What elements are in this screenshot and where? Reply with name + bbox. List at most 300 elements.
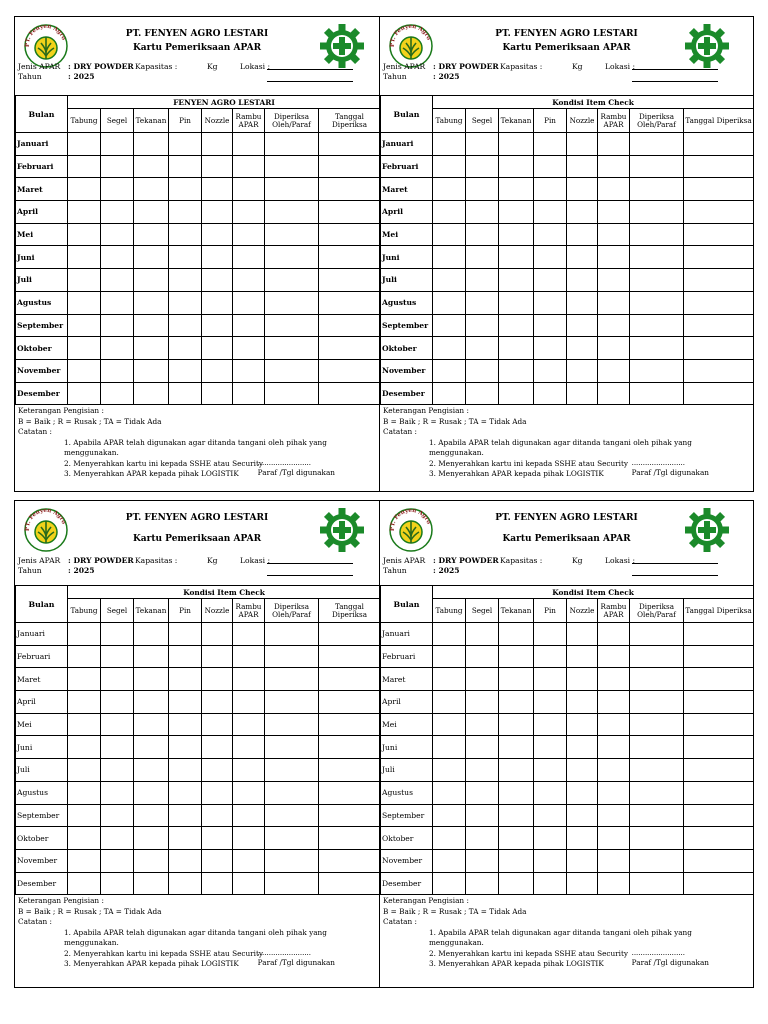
check-cell[interactable] bbox=[567, 736, 598, 759]
check-cell[interactable] bbox=[202, 314, 233, 337]
check-cell[interactable] bbox=[169, 223, 202, 246]
check-cell[interactable] bbox=[630, 736, 684, 759]
check-cell[interactable] bbox=[534, 691, 567, 714]
check-cell[interactable] bbox=[598, 155, 630, 178]
check-cell[interactable] bbox=[567, 623, 598, 646]
check-cell[interactable] bbox=[684, 359, 754, 382]
check-cell[interactable] bbox=[134, 645, 169, 668]
check-cell[interactable] bbox=[134, 269, 169, 292]
check-cell[interactable] bbox=[534, 201, 567, 224]
check-cell[interactable] bbox=[534, 623, 567, 646]
check-cell[interactable] bbox=[567, 133, 598, 156]
check-cell[interactable] bbox=[567, 668, 598, 691]
check-cell[interactable] bbox=[169, 382, 202, 405]
check-cell[interactable] bbox=[433, 223, 466, 246]
check-cell[interactable] bbox=[134, 223, 169, 246]
check-cell[interactable] bbox=[534, 246, 567, 269]
check-cell[interactable] bbox=[630, 178, 684, 201]
check-cell[interactable] bbox=[433, 668, 466, 691]
check-cell[interactable] bbox=[598, 246, 630, 269]
check-cell[interactable] bbox=[630, 691, 684, 714]
check-cell[interactable] bbox=[319, 736, 381, 759]
check-cell[interactable] bbox=[265, 337, 319, 360]
check-cell[interactable] bbox=[319, 645, 381, 668]
check-cell[interactable] bbox=[101, 827, 134, 850]
check-cell[interactable] bbox=[233, 314, 265, 337]
check-cell[interactable] bbox=[684, 713, 754, 736]
check-cell[interactable] bbox=[319, 668, 381, 691]
check-cell[interactable] bbox=[265, 359, 319, 382]
check-cell[interactable] bbox=[684, 849, 754, 872]
check-cell[interactable] bbox=[567, 246, 598, 269]
check-cell[interactable] bbox=[684, 668, 754, 691]
check-cell[interactable] bbox=[202, 623, 233, 646]
check-cell[interactable] bbox=[433, 759, 466, 782]
check-cell[interactable] bbox=[233, 713, 265, 736]
check-cell[interactable] bbox=[534, 133, 567, 156]
check-cell[interactable] bbox=[101, 201, 134, 224]
check-cell[interactable] bbox=[134, 827, 169, 850]
check-cell[interactable] bbox=[499, 736, 534, 759]
check-cell[interactable] bbox=[433, 781, 466, 804]
check-cell[interactable] bbox=[534, 713, 567, 736]
check-cell[interactable] bbox=[101, 133, 134, 156]
check-cell[interactable] bbox=[202, 713, 233, 736]
check-cell[interactable] bbox=[134, 178, 169, 201]
check-cell[interactable] bbox=[101, 223, 134, 246]
check-cell[interactable] bbox=[68, 178, 101, 201]
lokasi-field[interactable] bbox=[632, 556, 718, 564]
check-cell[interactable] bbox=[433, 849, 466, 872]
check-cell[interactable] bbox=[169, 849, 202, 872]
check-cell[interactable] bbox=[598, 359, 630, 382]
check-cell[interactable] bbox=[630, 382, 684, 405]
check-cell[interactable] bbox=[265, 201, 319, 224]
check-cell[interactable] bbox=[169, 155, 202, 178]
check-cell[interactable] bbox=[630, 359, 684, 382]
check-cell[interactable] bbox=[630, 713, 684, 736]
check-cell[interactable] bbox=[598, 269, 630, 292]
check-cell[interactable] bbox=[265, 382, 319, 405]
check-cell[interactable] bbox=[466, 201, 499, 224]
check-cell[interactable] bbox=[101, 623, 134, 646]
check-cell[interactable] bbox=[202, 781, 233, 804]
check-cell[interactable] bbox=[433, 623, 466, 646]
check-cell[interactable] bbox=[134, 691, 169, 714]
check-cell[interactable] bbox=[101, 849, 134, 872]
check-cell[interactable] bbox=[169, 713, 202, 736]
check-cell[interactable] bbox=[433, 269, 466, 292]
check-cell[interactable] bbox=[233, 759, 265, 782]
check-cell[interactable] bbox=[169, 133, 202, 156]
check-cell[interactable] bbox=[169, 623, 202, 646]
check-cell[interactable] bbox=[567, 269, 598, 292]
check-cell[interactable] bbox=[101, 359, 134, 382]
check-cell[interactable] bbox=[68, 872, 101, 895]
check-cell[interactable] bbox=[466, 337, 499, 360]
check-cell[interactable] bbox=[265, 759, 319, 782]
check-cell[interactable] bbox=[466, 668, 499, 691]
check-cell[interactable] bbox=[684, 827, 754, 850]
check-cell[interactable] bbox=[68, 314, 101, 337]
check-cell[interactable] bbox=[169, 645, 202, 668]
check-cell[interactable] bbox=[169, 691, 202, 714]
check-cell[interactable] bbox=[134, 759, 169, 782]
check-cell[interactable] bbox=[598, 201, 630, 224]
check-cell[interactable] bbox=[319, 691, 381, 714]
check-cell[interactable] bbox=[684, 337, 754, 360]
check-cell[interactable] bbox=[319, 133, 381, 156]
check-cell[interactable] bbox=[202, 827, 233, 850]
check-cell[interactable] bbox=[499, 781, 534, 804]
lokasi-field[interactable] bbox=[267, 556, 353, 564]
check-cell[interactable] bbox=[567, 713, 598, 736]
check-cell[interactable] bbox=[319, 827, 381, 850]
check-cell[interactable] bbox=[567, 291, 598, 314]
check-cell[interactable] bbox=[233, 736, 265, 759]
check-cell[interactable] bbox=[598, 781, 630, 804]
check-cell[interactable] bbox=[684, 382, 754, 405]
check-cell[interactable] bbox=[233, 849, 265, 872]
check-cell[interactable] bbox=[466, 133, 499, 156]
check-cell[interactable] bbox=[319, 337, 381, 360]
check-cell[interactable] bbox=[598, 133, 630, 156]
check-cell[interactable] bbox=[534, 359, 567, 382]
check-cell[interactable] bbox=[499, 668, 534, 691]
check-cell[interactable] bbox=[433, 736, 466, 759]
check-cell[interactable] bbox=[567, 645, 598, 668]
check-cell[interactable] bbox=[466, 849, 499, 872]
check-cell[interactable] bbox=[433, 645, 466, 668]
check-cell[interactable] bbox=[466, 359, 499, 382]
check-cell[interactable] bbox=[319, 246, 381, 269]
check-cell[interactable] bbox=[169, 269, 202, 292]
check-cell[interactable] bbox=[433, 133, 466, 156]
check-cell[interactable] bbox=[265, 691, 319, 714]
check-cell[interactable] bbox=[499, 269, 534, 292]
check-cell[interactable] bbox=[202, 291, 233, 314]
check-cell[interactable] bbox=[466, 736, 499, 759]
check-cell[interactable] bbox=[233, 623, 265, 646]
check-cell[interactable] bbox=[169, 804, 202, 827]
check-cell[interactable] bbox=[101, 781, 134, 804]
check-cell[interactable] bbox=[134, 337, 169, 360]
check-cell[interactable] bbox=[433, 201, 466, 224]
check-cell[interactable] bbox=[499, 759, 534, 782]
check-cell[interactable] bbox=[202, 359, 233, 382]
check-cell[interactable] bbox=[466, 804, 499, 827]
check-cell[interactable] bbox=[101, 246, 134, 269]
check-cell[interactable] bbox=[598, 314, 630, 337]
check-cell[interactable] bbox=[265, 178, 319, 201]
check-cell[interactable] bbox=[684, 133, 754, 156]
check-cell[interactable] bbox=[101, 314, 134, 337]
check-cell[interactable] bbox=[534, 269, 567, 292]
check-cell[interactable] bbox=[433, 382, 466, 405]
check-cell[interactable] bbox=[68, 736, 101, 759]
check-cell[interactable] bbox=[466, 781, 499, 804]
check-cell[interactable] bbox=[567, 872, 598, 895]
check-cell[interactable] bbox=[169, 178, 202, 201]
check-cell[interactable] bbox=[630, 827, 684, 850]
check-cell[interactable] bbox=[134, 246, 169, 269]
check-cell[interactable] bbox=[499, 201, 534, 224]
check-cell[interactable] bbox=[684, 201, 754, 224]
check-cell[interactable] bbox=[265, 623, 319, 646]
check-cell[interactable] bbox=[68, 291, 101, 314]
check-cell[interactable] bbox=[534, 337, 567, 360]
check-cell[interactable] bbox=[630, 781, 684, 804]
check-cell[interactable] bbox=[134, 623, 169, 646]
check-cell[interactable] bbox=[202, 155, 233, 178]
check-cell[interactable] bbox=[233, 668, 265, 691]
check-cell[interactable] bbox=[68, 201, 101, 224]
check-cell[interactable] bbox=[101, 691, 134, 714]
check-cell[interactable] bbox=[598, 178, 630, 201]
check-cell[interactable] bbox=[598, 713, 630, 736]
check-cell[interactable] bbox=[134, 359, 169, 382]
check-cell[interactable] bbox=[534, 736, 567, 759]
check-cell[interactable] bbox=[684, 269, 754, 292]
check-cell[interactable] bbox=[202, 201, 233, 224]
check-cell[interactable] bbox=[534, 668, 567, 691]
check-cell[interactable] bbox=[567, 337, 598, 360]
check-cell[interactable] bbox=[319, 804, 381, 827]
check-cell[interactable] bbox=[499, 691, 534, 714]
check-cell[interactable] bbox=[169, 736, 202, 759]
check-cell[interactable] bbox=[134, 314, 169, 337]
check-cell[interactable] bbox=[319, 291, 381, 314]
check-cell[interactable] bbox=[319, 781, 381, 804]
check-cell[interactable] bbox=[630, 804, 684, 827]
check-cell[interactable] bbox=[630, 623, 684, 646]
check-cell[interactable] bbox=[68, 713, 101, 736]
check-cell[interactable] bbox=[265, 849, 319, 872]
check-cell[interactable] bbox=[169, 314, 202, 337]
check-cell[interactable] bbox=[68, 849, 101, 872]
check-cell[interactable] bbox=[684, 804, 754, 827]
check-cell[interactable] bbox=[466, 623, 499, 646]
check-cell[interactable] bbox=[630, 155, 684, 178]
check-cell[interactable] bbox=[499, 223, 534, 246]
check-cell[interactable] bbox=[265, 291, 319, 314]
check-cell[interactable] bbox=[202, 223, 233, 246]
check-cell[interactable] bbox=[630, 269, 684, 292]
check-cell[interactable] bbox=[598, 337, 630, 360]
check-cell[interactable] bbox=[466, 178, 499, 201]
check-cell[interactable] bbox=[598, 849, 630, 872]
check-cell[interactable] bbox=[630, 314, 684, 337]
check-cell[interactable] bbox=[68, 223, 101, 246]
check-cell[interactable] bbox=[499, 337, 534, 360]
check-cell[interactable] bbox=[433, 291, 466, 314]
check-cell[interactable] bbox=[134, 781, 169, 804]
check-cell[interactable] bbox=[684, 314, 754, 337]
check-cell[interactable] bbox=[68, 668, 101, 691]
check-cell[interactable] bbox=[567, 223, 598, 246]
check-cell[interactable] bbox=[466, 291, 499, 314]
check-cell[interactable] bbox=[101, 736, 134, 759]
check-cell[interactable] bbox=[202, 382, 233, 405]
check-cell[interactable] bbox=[598, 623, 630, 646]
check-cell[interactable] bbox=[202, 645, 233, 668]
check-cell[interactable] bbox=[134, 291, 169, 314]
check-cell[interactable] bbox=[265, 246, 319, 269]
check-cell[interactable] bbox=[684, 223, 754, 246]
check-cell[interactable] bbox=[598, 645, 630, 668]
check-cell[interactable] bbox=[630, 337, 684, 360]
check-cell[interactable] bbox=[499, 155, 534, 178]
check-cell[interactable] bbox=[202, 691, 233, 714]
check-cell[interactable] bbox=[499, 314, 534, 337]
check-cell[interactable] bbox=[598, 872, 630, 895]
check-cell[interactable] bbox=[433, 804, 466, 827]
check-cell[interactable] bbox=[68, 623, 101, 646]
check-cell[interactable] bbox=[169, 246, 202, 269]
check-cell[interactable] bbox=[684, 623, 754, 646]
check-cell[interactable] bbox=[169, 668, 202, 691]
check-cell[interactable] bbox=[68, 246, 101, 269]
check-cell[interactable] bbox=[68, 645, 101, 668]
check-cell[interactable] bbox=[134, 668, 169, 691]
check-cell[interactable] bbox=[567, 178, 598, 201]
check-cell[interactable] bbox=[101, 759, 134, 782]
check-cell[interactable] bbox=[202, 759, 233, 782]
check-cell[interactable] bbox=[68, 759, 101, 782]
check-cell[interactable] bbox=[265, 155, 319, 178]
check-cell[interactable] bbox=[202, 804, 233, 827]
check-cell[interactable] bbox=[134, 133, 169, 156]
check-cell[interactable] bbox=[534, 223, 567, 246]
check-cell[interactable] bbox=[433, 872, 466, 895]
check-cell[interactable] bbox=[567, 759, 598, 782]
check-cell[interactable] bbox=[233, 872, 265, 895]
check-cell[interactable] bbox=[169, 337, 202, 360]
check-cell[interactable] bbox=[598, 382, 630, 405]
check-cell[interactable] bbox=[466, 872, 499, 895]
check-cell[interactable] bbox=[319, 223, 381, 246]
check-cell[interactable] bbox=[684, 781, 754, 804]
check-cell[interactable] bbox=[433, 359, 466, 382]
check-cell[interactable] bbox=[202, 736, 233, 759]
check-cell[interactable] bbox=[319, 314, 381, 337]
check-cell[interactable] bbox=[433, 246, 466, 269]
check-cell[interactable] bbox=[684, 736, 754, 759]
check-cell[interactable] bbox=[598, 736, 630, 759]
check-cell[interactable] bbox=[630, 668, 684, 691]
check-cell[interactable] bbox=[233, 201, 265, 224]
check-cell[interactable] bbox=[630, 872, 684, 895]
check-cell[interactable] bbox=[68, 337, 101, 360]
check-cell[interactable] bbox=[169, 291, 202, 314]
check-cell[interactable] bbox=[499, 246, 534, 269]
check-cell[interactable] bbox=[534, 291, 567, 314]
check-cell[interactable] bbox=[101, 645, 134, 668]
check-cell[interactable] bbox=[319, 359, 381, 382]
check-cell[interactable] bbox=[598, 759, 630, 782]
check-cell[interactable] bbox=[466, 269, 499, 292]
check-cell[interactable] bbox=[233, 645, 265, 668]
check-cell[interactable] bbox=[202, 133, 233, 156]
check-cell[interactable] bbox=[466, 759, 499, 782]
check-cell[interactable] bbox=[68, 382, 101, 405]
check-cell[interactable] bbox=[68, 133, 101, 156]
check-cell[interactable] bbox=[68, 804, 101, 827]
check-cell[interactable] bbox=[265, 713, 319, 736]
check-cell[interactable] bbox=[466, 155, 499, 178]
check-cell[interactable] bbox=[202, 178, 233, 201]
check-cell[interactable] bbox=[265, 872, 319, 895]
check-cell[interactable] bbox=[101, 291, 134, 314]
check-cell[interactable] bbox=[233, 359, 265, 382]
check-cell[interactable] bbox=[499, 178, 534, 201]
check-cell[interactable] bbox=[169, 359, 202, 382]
check-cell[interactable] bbox=[265, 736, 319, 759]
check-cell[interactable] bbox=[202, 337, 233, 360]
check-cell[interactable] bbox=[567, 201, 598, 224]
check-cell[interactable] bbox=[534, 645, 567, 668]
check-cell[interactable] bbox=[233, 337, 265, 360]
check-cell[interactable] bbox=[534, 804, 567, 827]
check-cell[interactable] bbox=[630, 759, 684, 782]
check-cell[interactable] bbox=[202, 269, 233, 292]
check-cell[interactable] bbox=[265, 668, 319, 691]
check-cell[interactable] bbox=[319, 178, 381, 201]
check-cell[interactable] bbox=[433, 691, 466, 714]
check-cell[interactable] bbox=[319, 155, 381, 178]
check-cell[interactable] bbox=[319, 849, 381, 872]
check-cell[interactable] bbox=[433, 155, 466, 178]
check-cell[interactable] bbox=[598, 668, 630, 691]
check-cell[interactable] bbox=[433, 713, 466, 736]
check-cell[interactable] bbox=[265, 645, 319, 668]
check-cell[interactable] bbox=[169, 827, 202, 850]
check-cell[interactable] bbox=[202, 668, 233, 691]
check-cell[interactable] bbox=[68, 827, 101, 850]
check-cell[interactable] bbox=[567, 382, 598, 405]
check-cell[interactable] bbox=[598, 827, 630, 850]
check-cell[interactable] bbox=[630, 246, 684, 269]
check-cell[interactable] bbox=[630, 291, 684, 314]
check-cell[interactable] bbox=[598, 804, 630, 827]
check-cell[interactable] bbox=[466, 713, 499, 736]
check-cell[interactable] bbox=[319, 623, 381, 646]
check-cell[interactable] bbox=[567, 804, 598, 827]
check-cell[interactable] bbox=[202, 872, 233, 895]
check-cell[interactable] bbox=[68, 155, 101, 178]
check-cell[interactable] bbox=[684, 155, 754, 178]
check-cell[interactable] bbox=[68, 269, 101, 292]
check-cell[interactable] bbox=[169, 201, 202, 224]
check-cell[interactable] bbox=[567, 359, 598, 382]
check-cell[interactable] bbox=[499, 133, 534, 156]
check-cell[interactable] bbox=[534, 314, 567, 337]
check-cell[interactable] bbox=[134, 155, 169, 178]
check-cell[interactable] bbox=[233, 178, 265, 201]
check-cell[interactable] bbox=[233, 133, 265, 156]
check-cell[interactable] bbox=[466, 246, 499, 269]
check-cell[interactable] bbox=[233, 691, 265, 714]
check-cell[interactable] bbox=[433, 314, 466, 337]
check-cell[interactable] bbox=[534, 827, 567, 850]
check-cell[interactable] bbox=[101, 668, 134, 691]
check-cell[interactable] bbox=[684, 178, 754, 201]
check-cell[interactable] bbox=[233, 246, 265, 269]
check-cell[interactable] bbox=[499, 849, 534, 872]
check-cell[interactable] bbox=[499, 623, 534, 646]
check-cell[interactable] bbox=[567, 849, 598, 872]
check-cell[interactable] bbox=[319, 269, 381, 292]
